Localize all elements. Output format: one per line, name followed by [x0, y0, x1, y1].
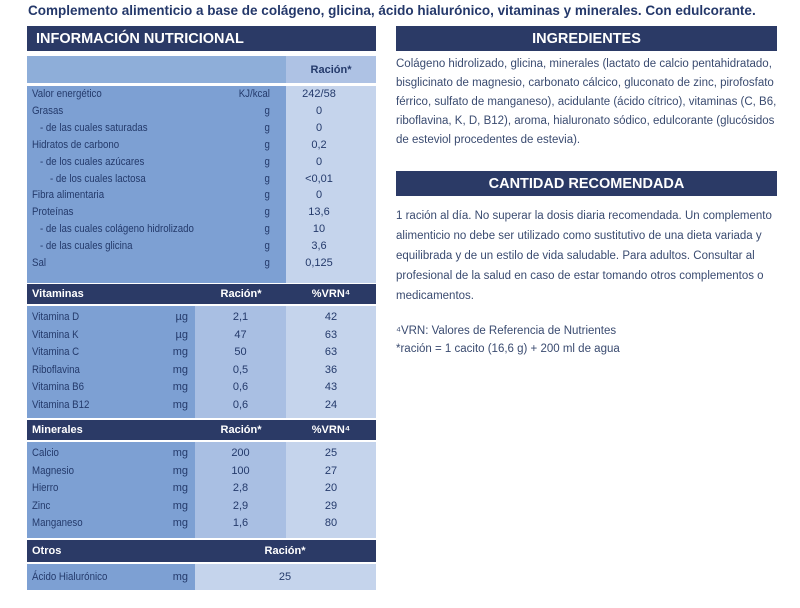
- nutrition-row-value: 0,125: [305, 257, 333, 269]
- nutrition-row-unit: g: [264, 257, 270, 269]
- nutrition-row-unit: g: [264, 172, 270, 185]
- minerals-row-vrn: 80: [324, 517, 338, 530]
- ingredients-title-text: INGREDIENTES: [532, 30, 641, 47]
- ingredients-text: Colágeno hidrolizado, glicina, minerales (lactato de calcio pentahidratado, bisglicinato de magnesio, carbonato cálcico, gluconato de zinc, pirofosfato férrico, sulfato de manganeso), acidulante (ácido cítrico), vitaminas (C, B6, riboflavina, K, D, B12), aroma, hialuronato sódico, edulcorante (glucósidos de esteviol procedentes de estevia).: [396, 58, 777, 146]
- nutrition-row-value: 3,6: [311, 240, 327, 253]
- minerals-row-name: Manganeso: [32, 517, 83, 530]
- minerals-row-unit: mg: [172, 464, 188, 477]
- minerals-row-racion: 100: [231, 464, 250, 477]
- minerals-row-racion: 200: [231, 447, 250, 459]
- vitamins-row-unit: mg: [172, 346, 188, 359]
- vitamins-row-vrn: 36: [324, 363, 338, 376]
- nutrition-row-value: 0: [315, 189, 323, 202]
- vitamins-row-name: Riboflavina: [32, 363, 80, 376]
- nutrition-row-value: 0: [315, 121, 323, 134]
- vitamins-row-unit: µg: [175, 328, 188, 341]
- minerals-row-racion: 2,9: [232, 499, 249, 512]
- nutrition-row-unit: g: [264, 240, 270, 253]
- dosage-title-text: CANTIDAD RECOMENDADA: [488, 175, 685, 192]
- vitamins-row-racion: 50: [234, 346, 247, 359]
- nutrition-row-unit: g: [264, 189, 270, 202]
- nutrition-row-unit: g: [264, 138, 270, 151]
- vitamins-row-unit: mg: [172, 399, 188, 411]
- nutrition-row-name: - de los cuales azúcares: [40, 155, 145, 168]
- nutrition-col-header: Ración*: [310, 64, 352, 76]
- nutrition-row-unit: g: [264, 104, 270, 117]
- nutrition-row-value: 242/58: [302, 88, 336, 100]
- vitamins-row-name: Vitamina D: [32, 311, 80, 323]
- vitamins-row-vrn: 24: [324, 399, 338, 411]
- nutrition-row-value: 0: [315, 155, 323, 168]
- nutrition-row-unit: g: [264, 206, 270, 219]
- nutrition-row-value: 10: [312, 223, 326, 236]
- vitamins-title: Vitaminas: [32, 288, 84, 300]
- vitamins-row-unit: mg: [172, 381, 188, 394]
- minerals-title: Minerales: [32, 424, 83, 436]
- others-title: Otros: [32, 545, 62, 557]
- nutrition-row-value: 0: [315, 104, 323, 117]
- nutrition-row-name: - de las cuales glicina: [40, 240, 133, 253]
- vitamins-row-name: Vitamina B6: [32, 381, 85, 394]
- nutrition-row-name: Proteínas: [32, 206, 74, 219]
- minerals-row-name: Hierro: [32, 482, 59, 495]
- vitamins-row-vrn: 43: [324, 381, 338, 394]
- others-row-name: Ácido Hialurónico: [32, 571, 108, 583]
- vitamins-col-racion: Ración*: [220, 288, 262, 300]
- serving-footnote: *ración = 1 cacito (16,6 g) + 200 ml de agua: [396, 343, 620, 355]
- nutrition-row-name: Fibra alimentaria: [32, 189, 105, 202]
- nutrition-row-value: <0,01: [305, 172, 333, 185]
- nutrition-row-unit: g: [264, 121, 270, 134]
- nutrition-row-name: - de los cuales lactosa: [50, 172, 146, 185]
- product-description: Complemento alimenticio a base de colágeno, glicina, ácido hialurónico, vitaminas y minerales. Con edulcorante.: [28, 3, 756, 18]
- vitamins-row-racion: 0,6: [232, 399, 249, 411]
- vitamins-row-racion: 0,6: [232, 381, 249, 394]
- minerals-row-name: Calcio: [32, 447, 59, 459]
- others-row-unit: mg: [172, 571, 188, 583]
- minerals-row-name: Zinc: [32, 499, 51, 512]
- nutrition-row-unit: KJ/kcal: [238, 88, 270, 100]
- nutrition-row-value: 0,2: [311, 138, 327, 151]
- nutrition-row-value: 13,6: [308, 206, 330, 219]
- dosage-text: 1 ración al día. No superar la dosis diaria recomendada. Un complemento alimenticio no debe ser utilizado como sustitutivo de una dieta variada y equilibrada y de un estilo de vida saludable. Para adultos. Consultar al profesional de la salud en caso de estar tomando otros complementos o medicamentos.: [396, 210, 772, 302]
- vitamins-row-unit: mg: [172, 363, 188, 376]
- vitamins-row-racion: 47: [234, 328, 247, 341]
- ingredients-title: [396, 26, 777, 51]
- minerals-row-unit: mg: [172, 482, 188, 495]
- others-row-racion: 25: [278, 571, 292, 583]
- minerals-row-unit: mg: [172, 517, 188, 530]
- vrn-footnote: ⁴VRN: Valores de Referencia de Nutrientes: [396, 325, 617, 337]
- nutrition-row-name: Grasas: [32, 104, 64, 117]
- vitamins-row-racion: 0,5: [232, 363, 249, 376]
- nutrition-row-name: Sal: [32, 257, 46, 269]
- minerals-row-unit: mg: [172, 447, 188, 459]
- vitamins-row-vrn: 63: [324, 346, 338, 359]
- nutrition-row-name: - de las cuales colágeno hidrolizado: [40, 223, 194, 236]
- minerals-row-racion: 1,6: [232, 517, 249, 530]
- minerals-col-vrn: %VRN⁴: [311, 424, 351, 436]
- nutrition-row-unit: g: [264, 155, 270, 168]
- minerals-row-vrn: 25: [324, 447, 338, 459]
- minerals-row-unit: mg: [172, 499, 188, 512]
- minerals-row-racion: 2,8: [232, 482, 249, 495]
- minerals-col-racion: Ración*: [220, 424, 262, 436]
- minerals-row-vrn: 29: [324, 499, 338, 512]
- nutrition-title: [27, 26, 376, 51]
- nutrition-row-name: - de las cuales saturadas: [40, 121, 148, 134]
- minerals-row-vrn: 27: [324, 464, 338, 477]
- dosage-title: [396, 171, 777, 196]
- vitamins-row-vrn: 42: [324, 311, 338, 323]
- vitamins-row-racion: 2,1: [232, 311, 249, 323]
- vitamins-row-unit: µg: [175, 311, 188, 323]
- vitamins-row-name: Vitamina B12: [32, 399, 90, 411]
- vitamins-row-name: Vitamina C: [32, 346, 80, 359]
- vitamins-col-vrn: %VRN⁴: [311, 288, 351, 300]
- vitamins-row-vrn: 63: [324, 328, 338, 341]
- nutrition-row-unit: g: [264, 223, 270, 236]
- vitamins-row-name: Vitamina K: [32, 328, 79, 341]
- others-col-racion: Ración*: [264, 545, 306, 557]
- minerals-row-vrn: 20: [324, 482, 338, 495]
- nutrition-row-name: Valor energético: [32, 88, 102, 100]
- nutrition-row-name: Hidratos de carbono: [32, 138, 120, 151]
- nutrition-title-text: INFORMACIÓN NUTRICIONAL: [36, 30, 244, 47]
- minerals-row-name: Magnesio: [32, 464, 74, 477]
